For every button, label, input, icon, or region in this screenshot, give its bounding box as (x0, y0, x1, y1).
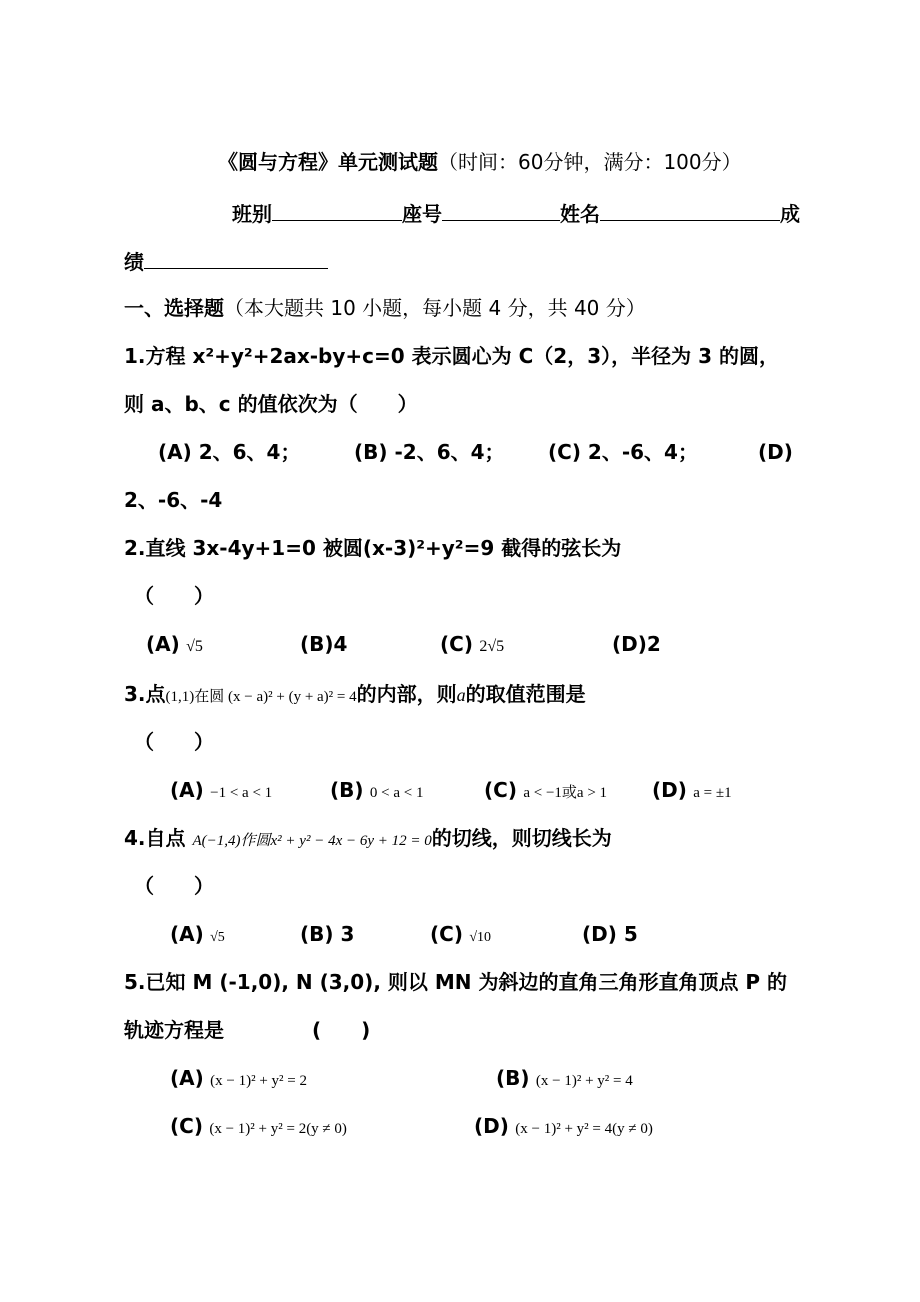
q4-option-b[interactable] (300, 920, 354, 948)
q1-stem-line2: 则 a、b、c 的值依次为（ ） (124, 392, 418, 416)
q3-answer-paren: （ ） (134, 730, 214, 754)
q5-option-c-math: (x − 1)² + y² = 2(y ≠ 0) (209, 1121, 347, 1137)
q5-stem-text: 轨迹方程是 (124, 1018, 224, 1042)
q5-option-a[interactable] (170, 1064, 307, 1095)
student-info-line (232, 198, 800, 228)
section-note: （本大题共 10 小题，每小题 4 分，共 40 分） (224, 296, 646, 320)
q2-answer-paren: （ ） (134, 584, 214, 608)
q3-option-c-math: a < −1或a > 1 (523, 785, 608, 801)
q2-option-c[interactable] (440, 630, 504, 661)
q3-stem-end: 的取值范围是 (465, 682, 586, 706)
title-sub: （时间：60分钟，满分：100分） (438, 150, 742, 174)
q1-option-c[interactable]: (C) 2、-6、4； (548, 440, 698, 464)
q4-option-c[interactable] (430, 920, 491, 952)
seat-label: 座号 (402, 202, 442, 226)
q1-option-a[interactable]: (A) 2、6、4； (158, 440, 301, 464)
class-blank[interactable] (272, 198, 402, 221)
q2-option-d-label: (D)2 (612, 632, 661, 656)
q4-stem-math: A(−1,4)作圆x² + y² − 4x − 6y + 12 = 0 (192, 833, 432, 849)
title-main: 《圆与方程》单元测试题 (218, 150, 438, 174)
score-line (124, 246, 328, 276)
section-title: 一、选择题 (124, 296, 224, 320)
q2-option-b[interactable] (300, 630, 347, 658)
q4-option-c-math: √10 (469, 930, 492, 945)
q5-option-c-label: (C) (170, 1114, 203, 1138)
q5-option-b-label: (B) (496, 1066, 530, 1090)
q3-option-d-label: (D) (652, 778, 687, 802)
q3-option-c-label: (C) (484, 778, 517, 802)
q2-option-a-label: (A) (146, 632, 180, 656)
name-blank[interactable] (600, 198, 780, 221)
q5-option-b-math: (x − 1)² + y² = 4 (535, 1073, 633, 1089)
q5-stem-line1: 5.已知 M (-1,0), N (3,0), 则以 MN 为斜边的直角三角形直角顶点 P 的 (124, 970, 788, 994)
q5-option-a-label: (A) (170, 1066, 204, 1090)
q3-option-a-math: −1 < a < 1 (210, 785, 273, 801)
q5-stem-line2 (124, 1016, 370, 1044)
section-heading (124, 294, 646, 322)
q2-option-d[interactable] (612, 630, 661, 658)
q3-option-a[interactable] (170, 776, 272, 807)
score-label-2: 绩 (124, 250, 144, 274)
q1-stem-line1: 1.方程 x²+y²+2ax-by+c=0 表示圆心为 C（2，3），半径为 3 的圆， (124, 344, 779, 368)
q5-option-d-label: (D) (474, 1114, 509, 1138)
name-label: 姓名 (560, 202, 600, 226)
q4-option-b-label: (B) 3 (300, 922, 355, 946)
score-label-1: 成 (780, 202, 800, 226)
q5-option-a-math: (x − 1)² + y² = 2 (210, 1073, 307, 1089)
q2-option-a-math: √5 (186, 638, 203, 655)
q4-option-d[interactable] (582, 920, 638, 948)
q2-option-a[interactable] (146, 630, 203, 661)
q4-option-a-math: √5 (210, 930, 225, 945)
q5-option-d[interactable] (474, 1112, 653, 1143)
class-label: 班别 (232, 202, 272, 226)
q2-option-c-math: 2√5 (479, 638, 505, 655)
q4-option-c-label: (C) (430, 922, 463, 946)
q3-stem-math: (1,1)在圆 (x − a)² + (y + a)² = 4 (165, 689, 357, 705)
q5-option-d-math: (x − 1)² + y² = 4(y ≠ 0) (515, 1121, 653, 1137)
q1-option-d-value: 2、-6、-4 (124, 488, 223, 512)
seat-blank[interactable] (442, 198, 560, 221)
q3-option-a-label: (A) (170, 778, 204, 802)
q5-answer-paren: ( ) (312, 1018, 371, 1042)
q4-stem-suffix: 的切线，则切线长为 (431, 826, 612, 850)
q3-stem-suffix: 的内部，则 (356, 682, 457, 706)
q2-stem: 2.直线 3x-4y+1=0 被圆(x-3)²+y²=9 截得的弦长为 (124, 536, 622, 560)
q2-option-c-label: (C) (440, 632, 473, 656)
q3-stem (124, 680, 586, 711)
q5-option-b[interactable] (496, 1064, 633, 1095)
q3-option-c[interactable] (484, 776, 607, 807)
q3-option-b[interactable] (330, 776, 423, 807)
q3-stem-prefix: 3.点 (124, 682, 166, 706)
q3-option-d[interactable] (652, 776, 732, 807)
score-blank[interactable] (144, 246, 328, 269)
q2-option-b-label: (B)4 (300, 632, 348, 656)
q4-option-d-label: (D) 5 (582, 922, 638, 946)
q1-option-d[interactable]: (D) (758, 440, 793, 464)
q4-option-a[interactable] (170, 920, 225, 952)
q3-option-d-math: a = ±1 (693, 785, 732, 801)
page-title (218, 148, 742, 176)
q4-stem (124, 824, 612, 855)
q4-option-a-label: (A) (170, 922, 204, 946)
q4-answer-paren: （ ） (134, 874, 214, 898)
q4-stem-prefix: 4.自点 (124, 826, 186, 850)
q3-option-b-math: 0 < a < 1 (369, 785, 424, 801)
q3-option-b-label: (B) (330, 778, 364, 802)
q5-option-c[interactable] (170, 1112, 347, 1143)
q3-stem-var: a (456, 685, 466, 705)
q1-option-b[interactable]: (B) -2、6、4； (354, 440, 505, 464)
